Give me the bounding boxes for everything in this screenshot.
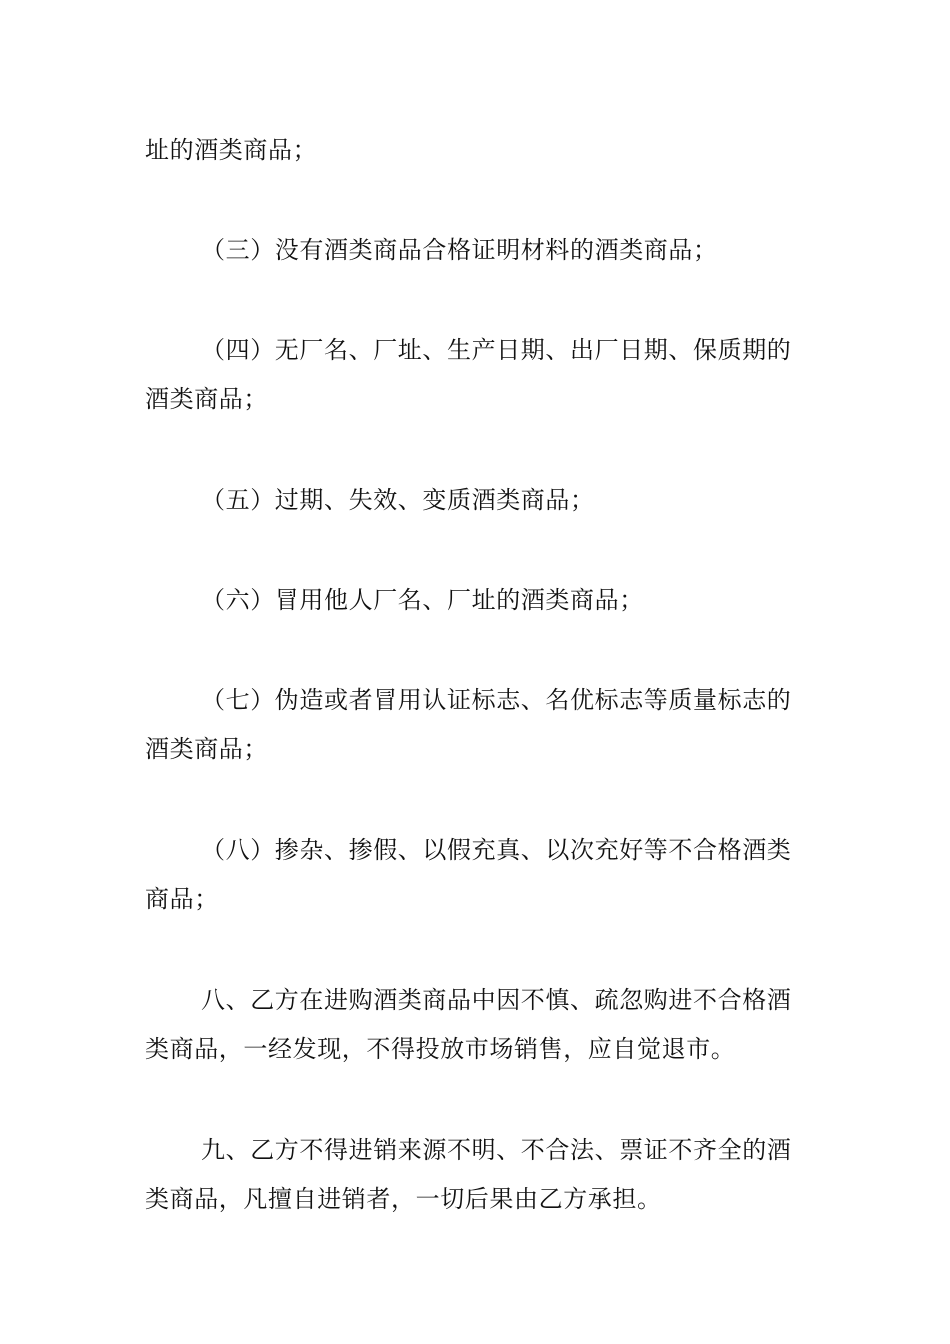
list-item-3: （三）没有酒类商品合格证明材料的酒类商品； [201,236,718,264]
list-item-6: （六）冒用他人厂名、厂址的酒类商品； [201,586,644,614]
list-item-5: （五）过期、失效、变质酒类商品； [201,486,595,514]
list-item-4: （四）无厂名、厂址、生产日期、出厂日期、保质期的酒类商品； [145,336,792,413]
clause-9: 九、乙方不得进销来源不明、不合法、票证不齐全的酒类商品，凡擅自进销者，一切后果由乙方承担。 [145,1136,792,1213]
list-item-7: （七）伪造或者冒用认证标志、名优标志等质量标志的酒类商品； [145,686,792,763]
clause-8: 八、乙方在进购酒类商品中因不慎、疏忽购进不合格酒类商品，一经发现，不得投放市场销售，应自觉退市。 [145,986,792,1063]
paragraph-continuation: 址的酒类商品； [145,136,318,164]
list-item-8: （八）掺杂、掺假、以假充真、以次充好等不合格酒类商品； [145,836,792,913]
